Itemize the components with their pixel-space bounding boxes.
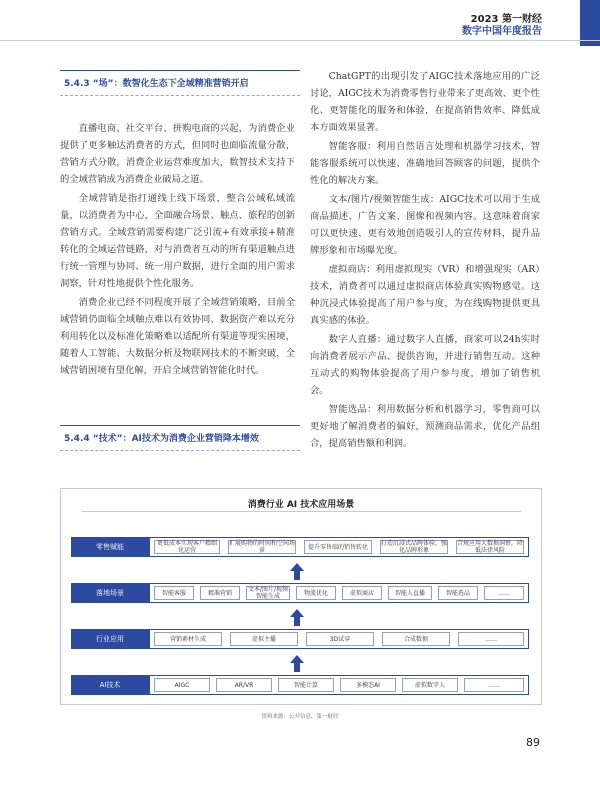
row-industry-apps (149, 629, 529, 649)
running-header (462, 14, 542, 38)
section-title-543: 5.4.3 “场”：数智化生态下全域精准营销开启 (64, 79, 249, 89)
diagram-cell: 文本/图片/视频智能生成 (247, 586, 289, 600)
section-rule-bottom (60, 95, 300, 96)
diagram-cell: 打造沉浸式品牌体验，强化品牌形象 (381, 540, 448, 554)
diagram-cell: 合成数据 (382, 632, 450, 646)
up-arrow-icon (290, 563, 304, 571)
left-paragraph: 直播电商、社交平台、拼购电商的兴起，为消费企业提供了更多触达消费者的方式，但同时也面临流量分散，营销方式分散，消费企业运营难度加大，数智技术支持下的全域营销成为消费企业破局之道。 (60, 123, 295, 185)
header-line2: 数字中国年度报告 (462, 26, 542, 37)
diagram-title: 消费行业 AI 技术应用场景 (247, 500, 355, 510)
right-paragraph: ChatGPT的出现引发了AIGC技术落地应用的广泛讨论，AIGC技术为消费零售行业带来了更高效、更个性化、更智能化的服务和体验，在提高销售效率、降低成本方面效果显著。 (310, 71, 540, 133)
right-paragraph: 数字人直播：通过数字人直播，商家可以24h实时向消费者展示产品、提供咨询，并进行销售互动。这种互动式的购物体验提高了用户参与度，增加了销售机会。 (310, 334, 540, 396)
right-paragraph: 智能选品：利用数据分析和机器学习，零售商可以更好地了解消费者的偏好，预测商品需求，优化产品组合，提高销售额和利润。 (310, 404, 540, 449)
row-label-ai-tech: AI技术 (71, 675, 149, 695)
diagram-cell: 虚拟商店 (342, 586, 382, 600)
left-paragraph: 消费企业已经不同程度开展了全域营销策略，目前全域营销仍面临全域触点难以有效协同、数据资产难以充分利用转化以及标准化策略难以适配所有渠道等现实困境，随着人工智能、大数据分析及物联网技术的不断突破，全域营销困境有望化解，开启全域营销智能化时代。 (60, 297, 295, 376)
row-retail-empower (149, 537, 529, 557)
section-rule-top (60, 425, 300, 426)
diagram-cell: 智能人直播 (388, 586, 432, 600)
left-paragraph: 全域营销是指打通线上线下场景，整合公域私域流量，以消费者为中心，全面融合场景、触点、旅程的创新营销方式。全域营销需要构建广泛引流+有效承接+精准转化的全域运营链路，对与消费者互动的所有渠道触点进行统一管理与协同、统一用户数据，进行全面的用户需求洞察，针对性地提供个性化服务。 (60, 193, 295, 289)
right-column (310, 68, 540, 454)
arrow-stem (294, 663, 300, 672)
diagram-cell: 多模态AI (340, 678, 396, 692)
arrow-stem (294, 571, 300, 580)
right-paragraph: 智能客服：利用自然语言处理和机器学习技术，智能客服系统可以快速、准确地回答顾客的问题，提供个性化的解决方案。 (310, 141, 540, 186)
header-rule (0, 40, 600, 41)
diagram-cell: 虚拟数字人 (402, 678, 458, 692)
up-arrow-icon (290, 609, 304, 617)
diagram-cell: 虚拟主播 (230, 632, 298, 646)
up-arrow-icon (290, 655, 304, 663)
diagram-cell: 提升零售端的销售转化 (304, 540, 372, 554)
diagram-cell: 精准营销 (200, 586, 240, 600)
diagram-cell: …… (464, 678, 524, 692)
diagram-cell: 扩展购物的时间和空间场景 (229, 540, 296, 554)
diagram-cell: …… (458, 632, 524, 646)
diagram-cell: AR/VR (216, 678, 272, 692)
diagram-cell: 更低成本实现客户精细化运营 (154, 540, 220, 554)
row-label-scenarios: 落地场景 (71, 583, 149, 603)
diagram-cell: 合规应用大数据洞察，降低法律风险 (457, 540, 524, 554)
row-scenarios (149, 583, 529, 603)
right-paragraph: 文本/图片/视频智能生成：AIGC技术可以用于生成商品描述、广告文案、图像和视频内容。这意味着商家可以更快速、更有效地创造吸引人的宣传材料，提升品牌形象和市场曝光度。 (310, 194, 540, 256)
section-rule-bottom (60, 450, 300, 451)
section-rule-top (60, 70, 300, 71)
row-label-retail-empower: 零售赋能 (71, 537, 149, 557)
diagram-cell: 智能客服 (154, 586, 194, 600)
diagram-cell: 智能计算 (278, 678, 334, 692)
diagram-cell: …… (484, 586, 524, 600)
left-column (60, 120, 295, 381)
section-title-544: 5.4.4 “技术”：AI技术为消费企业营销降本增效 (64, 434, 259, 444)
ai-scenario-diagram (60, 488, 542, 705)
source-note: 资料来源：公开信息，第一财经 (261, 714, 339, 720)
arrow-stem (294, 617, 300, 626)
diagram-cell: 3D试穿 (306, 632, 374, 646)
diagram-cell: 智能选品 (438, 586, 478, 600)
diagram-cell: 物流优化 (296, 586, 336, 600)
right-paragraph: 虚拟商店：利用虚拟现实（VR）和增强现实（AR）技术，消费者可以通过虚拟商店体验真实购物感觉。这种沉浸式体验提高了用户参与度，为在线购物提供更具真实感的体验。 (310, 264, 540, 326)
diagram-cell: 营销素材生成 (154, 632, 222, 646)
header-line1: 2023 第一财经 (470, 14, 542, 25)
page-number: 89 (526, 736, 540, 749)
row-ai-tech (149, 675, 529, 695)
diagram-title-rule (81, 511, 521, 512)
row-label-industry-apps: 行业应用 (71, 629, 149, 649)
diagram-cell: AIGC (154, 678, 210, 692)
